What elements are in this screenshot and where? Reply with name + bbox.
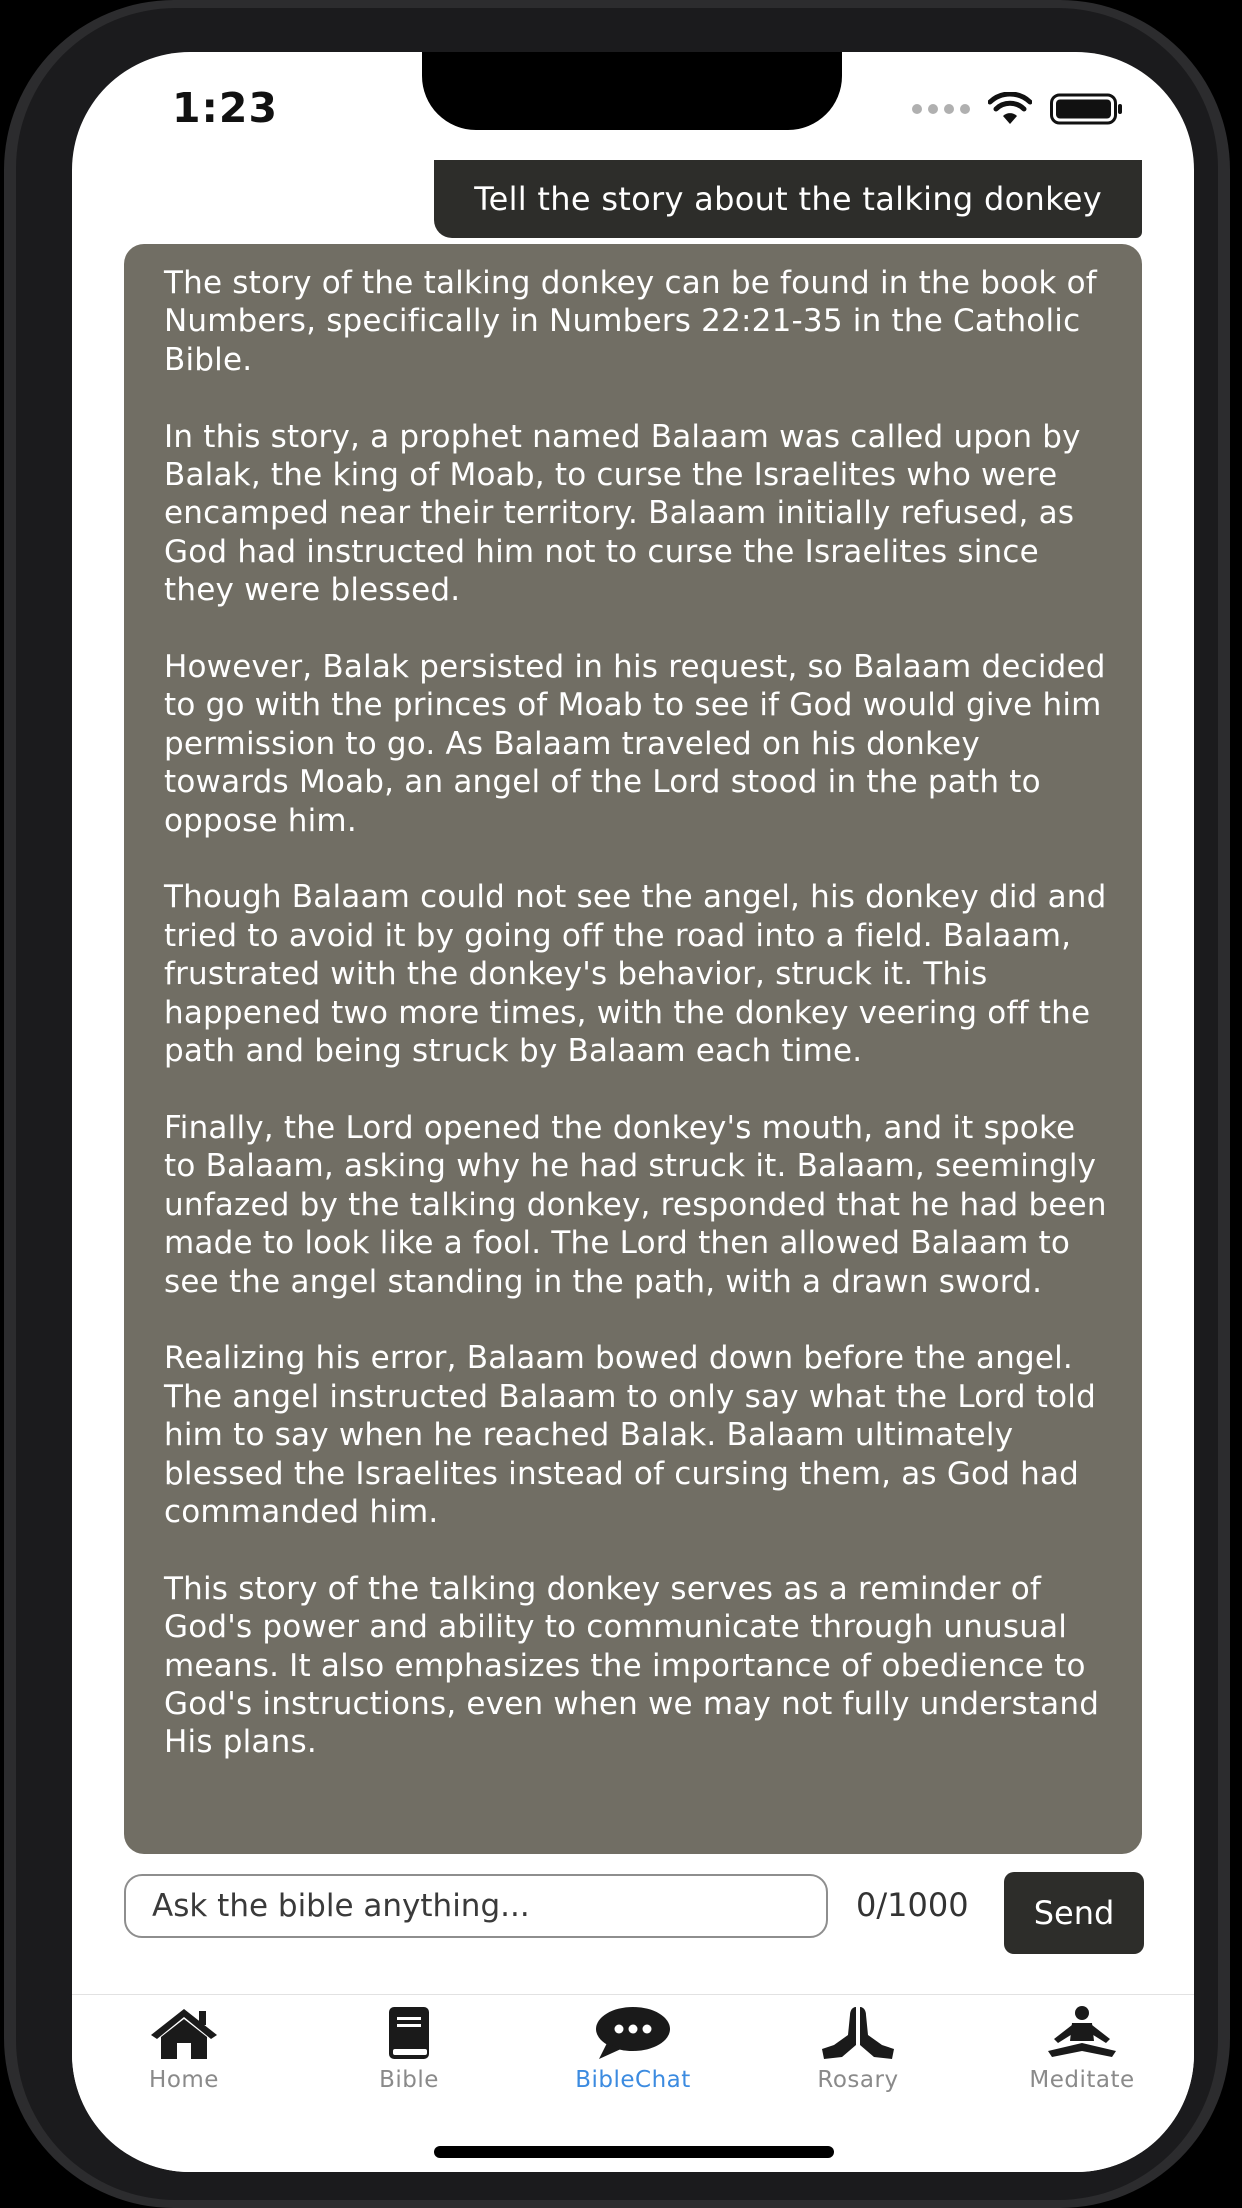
- composer: [124, 1872, 1142, 1956]
- chat-icon: [593, 2005, 673, 2061]
- tab-label-biblechat: BibleChat: [575, 2067, 691, 2093]
- reply-paragraph: Finally, the Lord opened the donkey's mouth, and it spoke to Balaam, asking why he had struck it. Balaam, seemingly unfazed by the talking donkey, responded that he had been made to look like a fool. The Lord then allowed Balaam to see the angel standing in the path, with a drawn sword.: [164, 1109, 1107, 1300]
- assistant-reply-bubble: [124, 244, 1142, 1854]
- ask-input[interactable]: [124, 1874, 828, 1938]
- status-time: 1:23: [172, 84, 278, 132]
- reply-paragraph: Realizing his error, Balaam bowed down before the angel. The angel instructed Balaam to only say what the Lord told him to say when he reached Balak. Balaam ultimately blessed the Israelites instead of cursing them, as God had commanded him.: [164, 1340, 1096, 1530]
- reply-paragraph: The story of the talking donkey can be found in the book of Numbers, specifically in Numbers 22:21-35 in the Catholic Bible.: [164, 265, 1097, 378]
- signal-icon: [912, 104, 970, 114]
- reply-paragraph: However, Balak persisted in his request, so Balaam decided to go with the princes of Moab to see if God would give him permission to go. As Balaam traveled on his donkey towards Moab, an angel of the Lord stood in the path to oppose him.: [164, 649, 1106, 839]
- tab-label-home: Home: [149, 2067, 219, 2093]
- user-message-bubble: Tell the story about the talking donkey: [434, 160, 1142, 238]
- tab-bible[interactable]: [309, 2005, 509, 2093]
- meditation-icon: [1042, 2005, 1122, 2061]
- wifi-icon: [988, 92, 1032, 126]
- character-count: 0/1000: [856, 1886, 969, 1924]
- home-indicator: [434, 2146, 834, 2158]
- tab-label-meditate: Meditate: [1029, 2067, 1135, 2093]
- send-button[interactable]: Send: [1004, 1872, 1144, 1954]
- tab-home[interactable]: [84, 2005, 284, 2093]
- home-icon: [149, 2005, 219, 2061]
- praying-hands-icon: [818, 2005, 898, 2061]
- status-icons: [912, 92, 1124, 126]
- phone-screen: [72, 52, 1194, 2172]
- camera-notch: [422, 52, 842, 130]
- reply-paragraph: In this story, a prophet named Balaam was called upon by Balak, the king of Moab, to curse the Israelites who were encamped near their territory. Balaam initially refused, as God had instructed him not to curse the Israelites since they were blessed.: [164, 418, 1081, 609]
- tab-label-rosary: Rosary: [817, 2067, 899, 2093]
- book-icon: [374, 2005, 444, 2061]
- reply-paragraph: Though Balaam could not see the angel, his donkey did and tried to avoid it by going off the road into a field. Balaam, frustrated with the donkey's behavior, struck it. This happened two more times, with the donkey veering off the path and being struck by Balaam each time.: [164, 879, 1107, 1070]
- reply-paragraph: This story of the talking donkey serves as a reminder of God's power and ability to communicate through unusual means. It also emphasizes the importance of obedience to God's instructions, even when we may not fully understand His plans.: [164, 1570, 1100, 1761]
- device-frame: [4, 0, 1230, 2208]
- tab-meditate[interactable]: [982, 2005, 1182, 2093]
- device-bezel: [16, 8, 1218, 2200]
- tab-rosary[interactable]: [758, 2005, 958, 2093]
- battery-icon: [1050, 92, 1124, 126]
- tab-biblechat[interactable]: [533, 2005, 733, 2093]
- tab-label-bible: Bible: [379, 2067, 439, 2093]
